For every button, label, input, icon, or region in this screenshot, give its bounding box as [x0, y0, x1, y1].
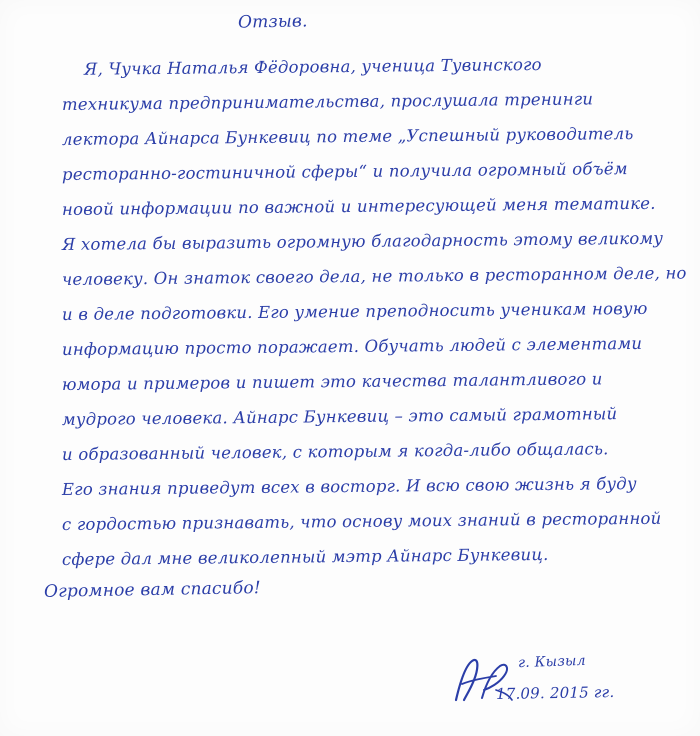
- letter-line: с гордостью признавать, что основу моих знаний в ресторанной: [61, 508, 662, 534]
- letter-line: юмора и примеров и пишет это качества талантливого и: [61, 369, 603, 394]
- letter-line: новой информации по важной и интересующей меня тематике.: [61, 193, 656, 219]
- document-title: Отзыв.: [237, 11, 308, 33]
- letter-line: Я, Чучка Наталья Фёдоровна, ученица Тувинского: [83, 54, 542, 79]
- letter-line: информацию просто поражает. Обучать людей с элементами: [61, 333, 643, 359]
- signature-block: [422, 652, 672, 722]
- letter-line: сфере дал мне великолепный мэтр Айнарс Бункевиц.: [61, 544, 549, 569]
- letter-closing: Огромное вам спасибо!: [43, 578, 262, 602]
- letter-line: техникума предпринимательства, прослушала тренинги: [61, 89, 594, 114]
- letter-line: мудрого человека. Айнарс Бункевиц – это самый грамотный: [61, 404, 618, 429]
- signature-date: 17.09. 2015 гг.: [495, 682, 615, 704]
- letter-line: и в деле подготовки. Его умение преподносить ученикам новую: [61, 298, 648, 324]
- letter-line: человеку. Он знаток своего дела, не только в ресторанном деле, но: [61, 263, 687, 289]
- letter-body: [61, 52, 687, 577]
- letter-line: Его знания приведут всех в восторг. И всю свою жизнь я буду: [61, 473, 637, 499]
- signature-city: г. Кызыл: [517, 652, 587, 672]
- letter-line: и образованный человек, с которым я когда-либо общалась.: [61, 439, 609, 464]
- letter-line: лектора Айнарса Бункевиц по теме „Успешный руководитель: [61, 124, 634, 149]
- letter-line: Я хотела бы выразить огромную благодарность этому великому: [61, 228, 664, 254]
- letter-line: ресторанно-гостиничной сферы“ и получила огромный объём: [61, 159, 628, 184]
